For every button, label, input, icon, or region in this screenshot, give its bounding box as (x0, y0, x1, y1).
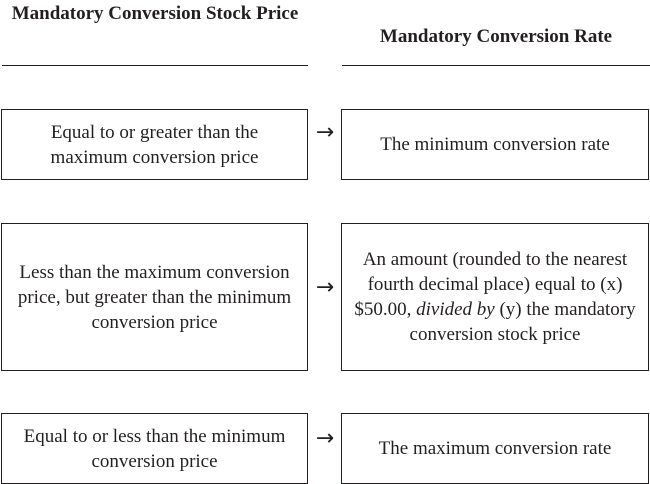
result-text-italic: divided by (416, 299, 495, 320)
condition-box-3 (1, 413, 308, 484)
condition-text: Less than the maximum conversion price, but greater than the minimum conversion price (17, 261, 292, 333)
result-text-end: (y) the mandatory conversion stock price (409, 299, 636, 345)
result-text (379, 436, 612, 461)
stock-price-header-rule (2, 65, 308, 66)
conversion-rate-header-rule (342, 65, 650, 66)
condition-box-1 (1, 109, 308, 180)
condition-box-2 (1, 223, 308, 371)
condition-text: Equal to or greater than the maximum conversion price (50, 121, 259, 168)
result-box-2 (341, 223, 649, 371)
result-text (352, 247, 638, 347)
right-arrow-icon: → (315, 426, 335, 451)
result-text (380, 132, 610, 157)
right-arrow-icon: → (315, 120, 335, 145)
result-text-start: An amount (rounded to the nearest fourth decimal place) equal to (x) $50.00, (354, 249, 628, 320)
condition-text: Equal to or less than the minimum conversion price (23, 425, 286, 472)
right-arrow-icon: → (315, 275, 335, 300)
stock-price-column-header: Mandatory Conversion Stock Price (11, 3, 299, 24)
result-text-start: The minimum conversion rate (380, 134, 610, 155)
result-box-3 (341, 413, 649, 484)
result-box-1 (341, 109, 649, 180)
conversion-rate-column-header: Mandatory Conversion Rate (379, 26, 613, 47)
result-text-start: The maximum conversion rate (378, 438, 612, 459)
